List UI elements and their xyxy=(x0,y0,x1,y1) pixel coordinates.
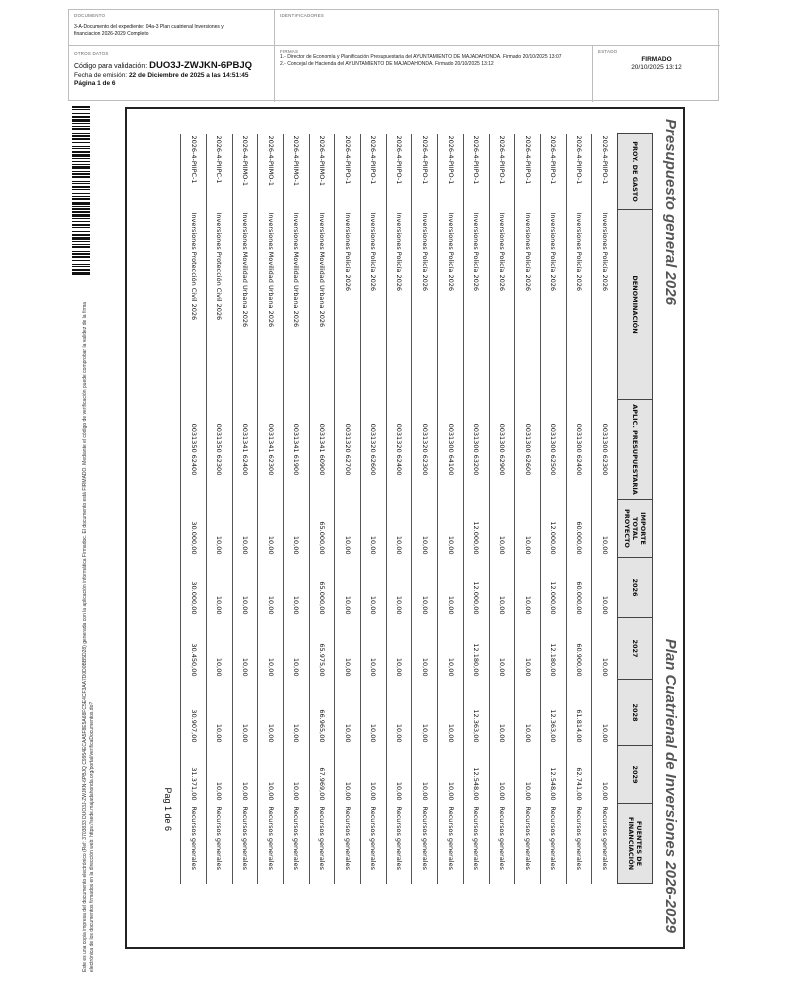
cell-aplicacion: 0031300 62400 xyxy=(566,400,592,500)
budget-page-frame xyxy=(125,107,685,949)
cell-y2026: 30.000,00 xyxy=(181,558,207,618)
otros-datos-label: OTROS DATOS xyxy=(74,51,109,56)
cell-y2029: 12.548,00 xyxy=(463,746,489,804)
documento-text: 3-A-Documento del expediente: 04a-3 Plan cuatrienal Inversiones y financiacion 2026-2029 Completo xyxy=(74,24,224,37)
cell-aplicacion: 0031320 62400 xyxy=(386,400,412,500)
firmas-label: FIRMAS xyxy=(280,49,299,54)
cell-denominacion: Inversiones Policía 2026 xyxy=(489,210,515,400)
estado-value: FIRMADO xyxy=(641,56,672,63)
cell-aplicacion: 0031341 62400 xyxy=(232,400,258,500)
cell-denominacion: Inversiones Policía 2026 xyxy=(566,210,592,400)
col-header-importe: IMPORTE TOTAL PROYECTO xyxy=(618,500,653,558)
cell-y2027: 10,00 xyxy=(258,618,284,680)
cell-y2027: 10,00 xyxy=(386,618,412,680)
document-header xyxy=(68,9,719,101)
cell-y2028: 10,00 xyxy=(438,680,464,746)
cell-y2026: 10,00 xyxy=(515,558,541,618)
cell-denominacion: Inversiones Policía 2026 xyxy=(412,210,438,400)
page-title-right: Plan Cuatrienal de Inversiones 2026-2029 xyxy=(662,638,679,933)
col-header-2029: 2029 xyxy=(618,746,653,804)
cell-importe: 65.000,00 xyxy=(309,500,335,558)
cell-denominacion: Inversiones Policía 2026 xyxy=(335,210,361,400)
barcode-image xyxy=(72,106,90,276)
cell-y2029: 10,00 xyxy=(386,746,412,804)
cell-proyecto: 2026-4-PIIPO-1 xyxy=(361,134,387,210)
cell-proyecto: 2026-4-PIIPO-1 xyxy=(463,134,489,210)
cell-aplicacion: 0031300 62500 xyxy=(540,400,566,500)
cell-denominacion: Inversiones Policía 2026 xyxy=(438,210,464,400)
cell-y2029: 10,00 xyxy=(515,746,541,804)
cell-y2027: 10,00 xyxy=(232,618,258,680)
cell-importe: 10,00 xyxy=(361,500,387,558)
cell-fuentes: Recursos generales xyxy=(386,804,412,884)
cell-y2029: 62.741,00 xyxy=(566,746,592,804)
cell-y2029: 10,00 xyxy=(438,746,464,804)
cell-y2028: 10,00 xyxy=(207,680,233,746)
cell-fuentes: Recursos generales xyxy=(258,804,284,884)
cell-y2027: 10,00 xyxy=(284,618,310,680)
table-row xyxy=(258,134,284,884)
firma-2: 2.- Concejal de Hacienda del AYUNTAMIENTO DE MAJADAHONDA. Firmado 20/10/2025 13:12 xyxy=(280,61,494,67)
cell-fuentes: Recursos generales xyxy=(540,804,566,884)
identificadores-cell xyxy=(275,10,720,46)
cell-aplicacion: 0031300 63200 xyxy=(463,400,489,500)
col-header-2027: 2027 xyxy=(618,618,653,680)
cell-y2027: 10,00 xyxy=(412,618,438,680)
cell-aplicacion: 0031300 62900 xyxy=(489,400,515,500)
col-header-denominacion: DENOMINACIÓN xyxy=(618,210,653,400)
cell-y2028: 10,00 xyxy=(361,680,387,746)
cell-importe: 10,00 xyxy=(284,500,310,558)
cell-aplicacion: 0031300 64100 xyxy=(438,400,464,500)
cell-denominacion: Inversiones Protección Civil 2026 xyxy=(181,210,207,400)
cell-aplicacion: 0031341 61900 xyxy=(284,400,310,500)
cell-y2027: 10,00 xyxy=(335,618,361,680)
page-title-left: Presupuesto general 2026 xyxy=(662,119,679,305)
cell-y2029: 10,00 xyxy=(592,746,618,804)
cell-y2026: 12.000,00 xyxy=(463,558,489,618)
issue-date: 22 de Diciembre de 2025 a las 14:51:45 xyxy=(128,72,249,79)
table-row xyxy=(540,134,566,884)
identificadores-label: IDENTIFICADORES xyxy=(280,13,325,18)
table-row xyxy=(232,134,258,884)
cell-y2026: 10,00 xyxy=(207,558,233,618)
verification-side-text: Este es una copia impresa del documento electrónico (Ref: 3703833 DUO3J-ZWJKN-6PBJQ C9954ECAA5F8E5A68FC5E4CF3AA7D0D0BB5D28) generada con la aplicación informática Firmadoc. El documento está FIRMADO. Mediante el código de verificación puede comprobar la validez de la firma electrónica de los documentos firmados en la dirección web: https://sede.majadahonda.org/portal/verificaDocumentos.do? xyxy=(82,301,95,972)
cell-y2028: 10,00 xyxy=(412,680,438,746)
cell-proyecto: 2026-4-PIIPO-1 xyxy=(386,134,412,210)
cell-proyecto: 2026-4-PIIMO-1 xyxy=(284,134,310,210)
cell-fuentes: Recursos generales xyxy=(207,804,233,884)
cell-y2029: 10,00 xyxy=(232,746,258,804)
cell-aplicacion: 0031300 62600 xyxy=(515,400,541,500)
cell-aplicacion: 0031320 62300 xyxy=(412,400,438,500)
validation-code-prefix: Código para validación: xyxy=(74,63,148,70)
cell-denominacion: Inversiones Movilidad Urbana 2026 xyxy=(309,210,335,400)
cell-proyecto: 2026-4-PIIMO-1 xyxy=(258,134,284,210)
cell-fuentes: Recursos generales xyxy=(515,804,541,884)
table-row xyxy=(489,134,515,884)
cell-aplicacion: 0031350 62300 xyxy=(207,400,233,500)
cell-proyecto: 2026-4-PIIPO-1 xyxy=(335,134,361,210)
validation-code-line xyxy=(74,60,269,71)
cell-aplicacion: 0031300 62300 xyxy=(592,400,618,500)
cell-importe: 10,00 xyxy=(489,500,515,558)
col-header-fuentes: FUENTES DE FINANCIACIÓN xyxy=(618,804,653,884)
table-row xyxy=(566,134,592,884)
cell-importe: 10,00 xyxy=(335,500,361,558)
cell-y2027: 10,00 xyxy=(592,618,618,680)
cell-y2028: 10,00 xyxy=(592,680,618,746)
cell-y2029: 10,00 xyxy=(412,746,438,804)
table-header-row xyxy=(618,134,653,884)
cell-importe: 10,00 xyxy=(592,500,618,558)
table-row xyxy=(515,134,541,884)
cell-denominacion: Inversiones Movilidad Urbana 2026 xyxy=(258,210,284,400)
validation-code: DUO3J-ZWJKN-6PBJQ xyxy=(149,60,253,71)
cell-y2029: 10,00 xyxy=(489,746,515,804)
cell-y2027: 10,00 xyxy=(489,618,515,680)
cell-y2029: 10,00 xyxy=(335,746,361,804)
table-row xyxy=(207,134,233,884)
cell-proyecto: 2026-4-PIIPO-1 xyxy=(540,134,566,210)
col-header-2028: 2028 xyxy=(618,680,653,746)
cell-y2026: 10,00 xyxy=(438,558,464,618)
rotated-content xyxy=(127,109,683,947)
cell-y2026: 10,00 xyxy=(386,558,412,618)
cell-y2026: 10,00 xyxy=(284,558,310,618)
cell-y2028: 12.363,00 xyxy=(463,680,489,746)
cell-fuentes: Recursos generales xyxy=(361,804,387,884)
cell-y2028: 10,00 xyxy=(284,680,310,746)
cell-proyecto: 2026-4-PIIPC-1 xyxy=(181,134,207,210)
firma-1: 1.- Director de Economía y Planificación Presupuestaria del AYUNTAMIENTO DE MAJADAHONDA. Firmado 20/10/2025 13:07 xyxy=(280,54,562,60)
cell-denominacion: Inversiones Policía 2026 xyxy=(463,210,489,400)
cell-proyecto: 2026-4-PIIPC-1 xyxy=(207,134,233,210)
cell-fuentes: Recursos generales xyxy=(181,804,207,884)
table-row xyxy=(438,134,464,884)
cell-importe: 10,00 xyxy=(386,500,412,558)
cell-y2026: 60.000,00 xyxy=(566,558,592,618)
cell-proyecto: 2026-4-PIIPO-1 xyxy=(489,134,515,210)
cell-denominacion: Inversiones Movilidad Urbana 2026 xyxy=(284,210,310,400)
cell-fuentes: Recursos generales xyxy=(489,804,515,884)
cell-importe: 10,00 xyxy=(207,500,233,558)
table-row xyxy=(412,134,438,884)
cell-denominacion: Inversiones Policía 2026 xyxy=(361,210,387,400)
cell-y2026: 10,00 xyxy=(361,558,387,618)
cell-y2029: 12.548,00 xyxy=(540,746,566,804)
cell-proyecto: 2026-4-PIIMO-1 xyxy=(309,134,335,210)
cell-importe: 12.000,00 xyxy=(463,500,489,558)
table-row xyxy=(386,134,412,884)
cell-y2026: 10,00 xyxy=(232,558,258,618)
cell-y2029: 67.969,00 xyxy=(309,746,335,804)
cell-denominacion: Inversiones Movilidad Urbana 2026 xyxy=(232,210,258,400)
cell-denominacion: Inversiones Policía 2026 xyxy=(515,210,541,400)
cell-importe: 10,00 xyxy=(412,500,438,558)
cell-y2026: 10,00 xyxy=(335,558,361,618)
cell-proyecto: 2026-4-PIIPO-1 xyxy=(438,134,464,210)
cell-importe: 10,00 xyxy=(258,500,284,558)
cell-aplicacion: 0031341 62300 xyxy=(258,400,284,500)
cell-y2028: 12.363,00 xyxy=(540,680,566,746)
cell-y2026: 10,00 xyxy=(489,558,515,618)
investment-table xyxy=(180,133,653,884)
cell-importe: 60.000,00 xyxy=(566,500,592,558)
table-row xyxy=(284,134,310,884)
cell-fuentes: Recursos generales xyxy=(463,804,489,884)
cell-y2027: 65.975,00 xyxy=(309,618,335,680)
cell-y2026: 12.000,00 xyxy=(540,558,566,618)
col-header-2026: 2026 xyxy=(618,558,653,618)
cell-fuentes: Recursos generales xyxy=(592,804,618,884)
documento-cell xyxy=(69,10,275,46)
cell-proyecto: 2026-4-PIIMO-1 xyxy=(232,134,258,210)
cell-importe: 10,00 xyxy=(232,500,258,558)
cell-denominacion: Inversiones Policía 2026 xyxy=(540,210,566,400)
cell-y2028: 66.965,00 xyxy=(309,680,335,746)
cell-denominacion: Inversiones Policía 2026 xyxy=(592,210,618,400)
cell-y2029: 10,00 xyxy=(284,746,310,804)
cell-y2028: 10,00 xyxy=(515,680,541,746)
cell-fuentes: Recursos generales xyxy=(438,804,464,884)
cell-y2026: 10,00 xyxy=(412,558,438,618)
cell-proyecto: 2026-4-PIIPO-1 xyxy=(515,134,541,210)
cell-y2029: 10,00 xyxy=(361,746,387,804)
cell-y2028: 10,00 xyxy=(489,680,515,746)
cell-y2028: 10,00 xyxy=(335,680,361,746)
cell-denominacion: Inversiones Protección Civil 2026 xyxy=(207,210,233,400)
cell-y2027: 10,00 xyxy=(515,618,541,680)
cell-y2026: 10,00 xyxy=(258,558,284,618)
cell-y2026: 65.000,00 xyxy=(309,558,335,618)
cell-y2028: 30.907,00 xyxy=(181,680,207,746)
cell-proyecto: 2026-4-PIIPO-1 xyxy=(566,134,592,210)
cell-y2027: 60.900,00 xyxy=(566,618,592,680)
col-header-aplicacion: APLIC. PRESUPUESTARIA xyxy=(618,400,653,500)
cell-denominacion: Inversiones Policía 2026 xyxy=(386,210,412,400)
cell-fuentes: Recursos generales xyxy=(284,804,310,884)
cell-importe: 10,00 xyxy=(515,500,541,558)
cell-y2028: 61.814,00 xyxy=(566,680,592,746)
estado-label: ESTADO xyxy=(598,49,618,54)
cell-importe: 12.000,00 xyxy=(540,500,566,558)
cell-y2027: 10,00 xyxy=(438,618,464,680)
issue-date-prefix: Fecha de emisión: xyxy=(74,72,128,79)
table-row xyxy=(361,134,387,884)
cell-y2027: 30.450,00 xyxy=(181,618,207,680)
cell-y2028: 10,00 xyxy=(386,680,412,746)
page-footer: Pag 1 de 6 xyxy=(163,787,173,831)
firmas-cell xyxy=(275,46,593,102)
cell-y2027: 12.180,00 xyxy=(540,618,566,680)
cell-aplicacion: 0031320 62600 xyxy=(361,400,387,500)
cell-y2029: 10,00 xyxy=(258,746,284,804)
table-row xyxy=(181,134,207,884)
cell-aplicacion: 0031350 62400 xyxy=(181,400,207,500)
cell-importe: 10,00 xyxy=(438,500,464,558)
estado-cell xyxy=(593,46,720,102)
cell-proyecto: 2026-4-PIIPO-1 xyxy=(412,134,438,210)
cell-y2026: 10,00 xyxy=(592,558,618,618)
cell-y2028: 10,00 xyxy=(232,680,258,746)
cell-fuentes: Recursos generales xyxy=(232,804,258,884)
cell-fuentes: Recursos generales xyxy=(412,804,438,884)
table-row xyxy=(463,134,489,884)
cell-importe: 30.000,00 xyxy=(181,500,207,558)
cell-y2029: 31.371,00 xyxy=(181,746,207,804)
cell-y2027: 12.180,00 xyxy=(463,618,489,680)
col-header-proyecto: PROY. DE GASTO xyxy=(618,134,653,210)
cell-aplicacion: 0031341 60900 xyxy=(309,400,335,500)
cell-y2027: 10,00 xyxy=(207,618,233,680)
otros-datos-cell xyxy=(69,46,275,102)
cell-y2027: 10,00 xyxy=(361,618,387,680)
documento-label: DOCUMENTO xyxy=(74,13,106,18)
table-row xyxy=(335,134,361,884)
cell-fuentes: Recursos generales xyxy=(335,804,361,884)
page-count: Página 1 de 6 xyxy=(74,80,116,87)
cell-y2028: 10,00 xyxy=(258,680,284,746)
cell-fuentes: Recursos generales xyxy=(566,804,592,884)
cell-y2029: 10,00 xyxy=(207,746,233,804)
estado-date: 20/10/2025 13:12 xyxy=(631,64,682,71)
table-row xyxy=(592,134,618,884)
cell-aplicacion: 0031320 62700 xyxy=(335,400,361,500)
cell-fuentes: Recursos generales xyxy=(309,804,335,884)
table-row xyxy=(309,134,335,884)
cell-proyecto: 2026-4-PIIPO-1 xyxy=(592,134,618,210)
issue-date-line xyxy=(74,72,269,79)
